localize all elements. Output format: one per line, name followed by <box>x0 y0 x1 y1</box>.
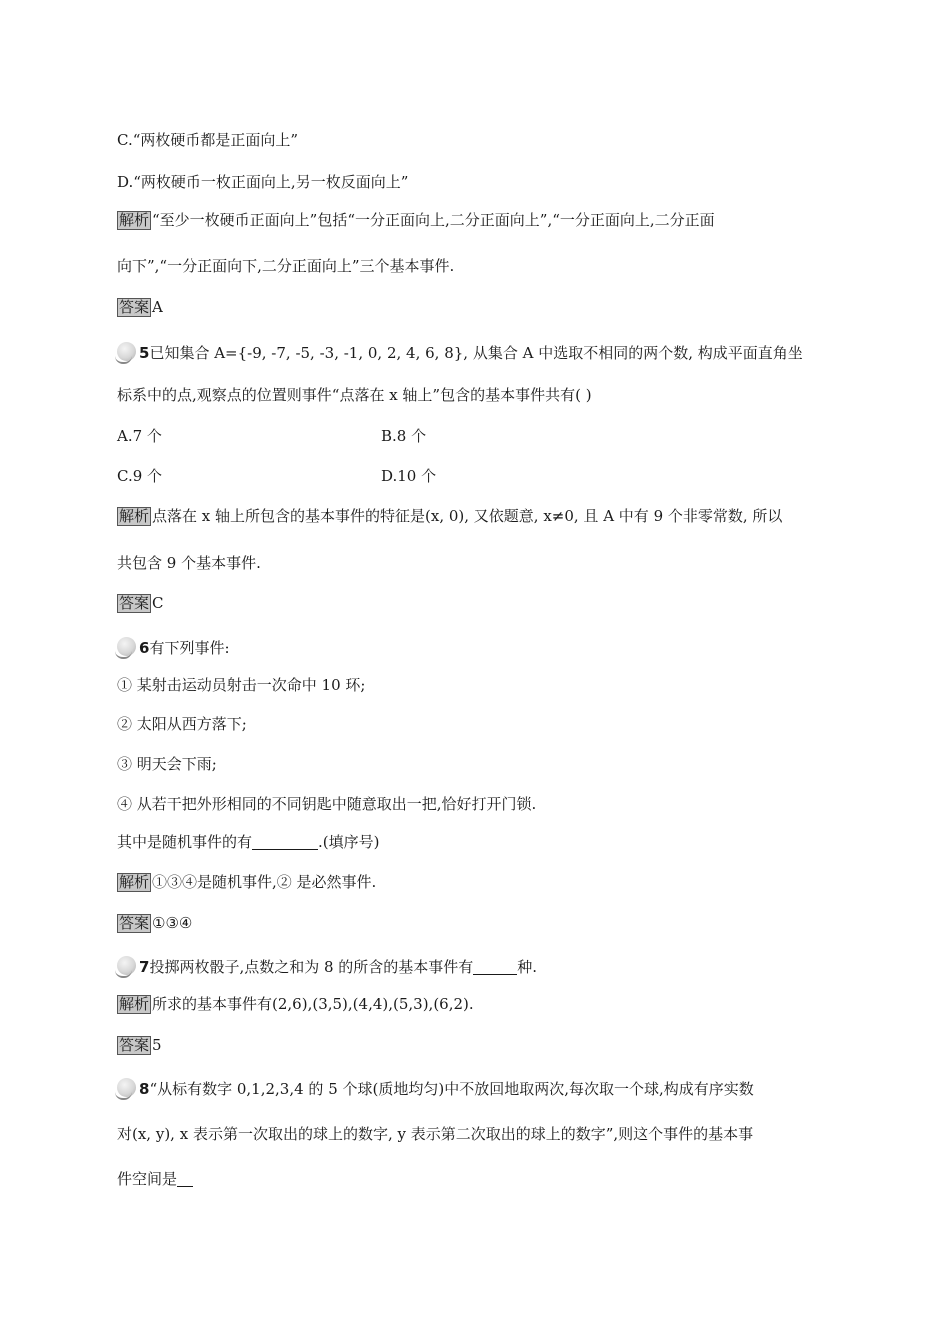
q5-option-a: A.7 个 <box>117 427 162 445</box>
analysis-tag: 解析 <box>119 995 150 1013</box>
q5-answer-value: C <box>152 594 164 612</box>
question-bullet-icon <box>117 956 137 976</box>
q5-analysis-text: 点落在 x 轴上所包含的基本事件的特征是(x, 0), 又依题意, x≠0, 且 A 中有 9 个非零常数, 所以 <box>152 507 783 525</box>
q5-options-row1 <box>117 426 427 446</box>
question-bullet-icon <box>117 342 137 362</box>
answer-blank <box>473 974 517 975</box>
q6-stem-text: 有下列事件: <box>149 639 230 657</box>
analysis-tag: 解析 <box>119 873 150 891</box>
answer-blank <box>177 1186 193 1187</box>
q6-number: 6 <box>139 639 150 657</box>
q4-answer <box>117 297 163 317</box>
answer-tag: 答案 <box>119 914 150 932</box>
q8-stem-text-3: 件空间是 <box>117 1170 178 1188</box>
q5-option-b: B.8 个 <box>381 427 427 445</box>
analysis-tag: 解析 <box>119 211 150 229</box>
q6-question-pre: 其中是随机事件的有 <box>117 833 253 851</box>
question-bullet-icon <box>117 1078 137 1098</box>
q6-item-3: ③ 明天会下雨; <box>117 755 217 773</box>
q4-option-d: D.“两枚硬币一枚正面向上,另一枚反面向上” <box>117 173 409 191</box>
q4-answer-value: A <box>152 298 163 316</box>
q5-stem-text: 已知集合 A={-9, -7, -5, -3, -1, 0, 2, 4, 6, 8}, 从集合 A 中选取不相同的两个数, 构成平面直角坐 <box>149 344 803 362</box>
q4-analysis-line1 <box>117 210 715 230</box>
q5-stem-line2: 标系中的点,观察点的位置则事件“点落在 x 轴上”包含的基本事件共有( ) <box>117 386 592 404</box>
q5-option-d: D.10 个 <box>381 467 437 485</box>
q6-analysis-text: ①③④是随机事件,② 是必然事件. <box>152 873 377 891</box>
q6-item-2: ② 太阳从西方落下; <box>117 715 247 733</box>
q4-analysis-line2: 向下”,“一分正面向下,二分正面向上”三个基本事件. <box>117 257 455 275</box>
q7-answer-value: 5 <box>152 1036 162 1054</box>
q7-answer <box>117 1035 162 1055</box>
q5-stem-line1 <box>117 342 803 363</box>
q7-stem <box>117 956 537 977</box>
answer-tag: 答案 <box>119 298 150 316</box>
q8-stem-line1 <box>117 1078 754 1099</box>
q6-question <box>117 832 380 852</box>
q7-stem-pre: 投掷两枚骰子,点数之和为 8 的所含的基本事件有 <box>149 958 474 976</box>
q6-answer-value: ①③④ <box>152 914 193 932</box>
q8-stem-text: “从标有数字 0,1,2,3,4 的 5 个球(质地均匀)中不放回地取两次,每次取一个球,构成有序实数 <box>149 1080 754 1098</box>
q6-analysis <box>117 872 376 892</box>
q7-stem-post: 种. <box>517 958 538 976</box>
q5-analysis-line2: 共包含 9 个基本事件. <box>117 554 261 572</box>
q8-stem-line2: 对(x, y), x 表示第一次取出的球上的数字, y 表示第二次取出的球上的数字”,则这个事件的基本事 <box>117 1125 754 1143</box>
analysis-tag: 解析 <box>119 507 150 525</box>
answer-blank <box>252 849 318 850</box>
q7-analysis-text: 所求的基本事件有(2,6),(3,5),(4,4),(5,3),(6,2). <box>152 995 474 1013</box>
answer-tag: 答案 <box>119 594 150 612</box>
q5-answer <box>117 593 164 613</box>
q5-analysis-line1 <box>117 506 782 526</box>
q6-stem <box>117 637 230 658</box>
q6-item-1: ① 某射击运动员射击一次命中 10 环; <box>117 676 366 694</box>
q6-item-4: ④ 从若干把外形相同的不同钥匙中随意取出一把,恰好打开门锁. <box>117 795 537 813</box>
q5-option-c: C.9 个 <box>117 467 163 485</box>
q7-number: 7 <box>139 958 150 976</box>
q6-question-post: .(填序号) <box>318 833 380 851</box>
q4-analysis-text: “至少一枚硬币正面向上”包括“一分正面向上,二分正面向上”,“一分正面向上,二分正面 <box>152 211 715 229</box>
q5-options-row2 <box>117 466 437 486</box>
q6-answer <box>117 913 192 933</box>
question-bullet-icon <box>117 637 137 657</box>
answer-tag: 答案 <box>119 1036 150 1054</box>
q8-number: 8 <box>139 1080 150 1098</box>
q4-option-c: C.“两枚硬币都是正面向上” <box>117 131 299 149</box>
q7-analysis <box>117 994 474 1014</box>
q8-stem-line3 <box>117 1169 193 1189</box>
q5-number: 5 <box>139 344 150 362</box>
